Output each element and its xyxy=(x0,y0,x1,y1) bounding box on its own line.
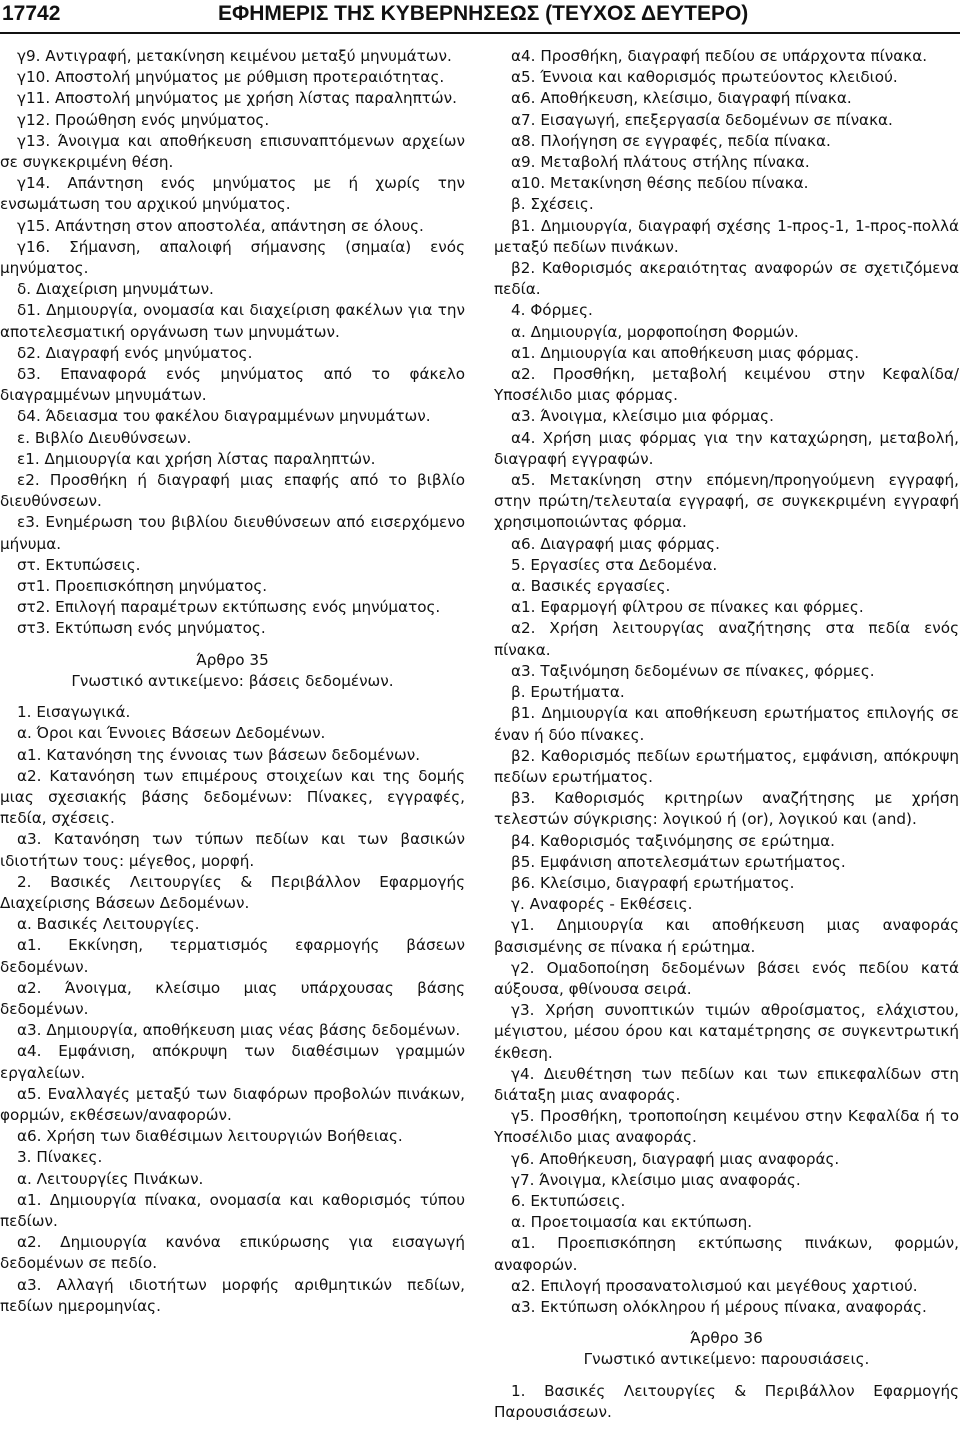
paragraph: β1. Δημιουργία και αποθήκευση ερωτήματος επιλογής σε έναν ή δύο πίνακες. xyxy=(494,704,959,744)
right-column xyxy=(494,46,959,1423)
paragraph: α2. Κατανόηση των επιμέρους στοιχείων και της δομής μιας σχεσιακής βάσης δεδομένων: Πίνακες, εγγραφές, πεδία, σχέσεις. xyxy=(0,766,465,828)
paragraph: γ3. Χρήση συνοπτικών τιμών αθροίσματος, ελάχιστου, μέγιστου, μέσου όρου και καταμέτρησης σε συγκεντρωτική έκθεση. xyxy=(494,1001,959,1062)
paragraph: δ4. Άδειασμα του φακέλου διαγραμμένων μηνυμάτων. xyxy=(17,407,431,426)
paragraph: α6. Διαγραφή μιας φόρμας. xyxy=(511,534,720,553)
paragraph: β. Σχέσεις. xyxy=(511,195,594,214)
paragraph: α3. Αλλαγή ιδιοτήτων μορφής αριθμητικών πεδίων, πεδίων ημερομηνίας. xyxy=(0,1275,465,1315)
gazette-title: ΕΦΗΜΕΡΙΣ ΤΗΣ ΚΥΒΕΡΝΗΣΕΩΣ (ΤΕΥΧΟΣ ΔΕΥΤΕΡΟ) xyxy=(218,2,749,25)
paragraph: δ1. Δημιουργία, ονομασία και διαχείριση φακέλων για την αποτελεσματική οργάνωση των μηνυμάτων. xyxy=(0,301,465,341)
paragraph: ε. Βιβλίο Διευθύνσεων. xyxy=(17,428,192,447)
header-rule xyxy=(0,32,960,34)
left-column-list xyxy=(0,46,465,640)
paragraph: στ. Εκτυπώσεις. xyxy=(17,555,141,574)
paragraph: γ. Αναφορές - Εκθέσεις. xyxy=(511,895,693,914)
paragraph: δ2. Διαγραφή ενός μηνύματος. xyxy=(17,343,253,362)
article-35-heading: Άρθρο 35 xyxy=(196,650,269,669)
paragraph: α8. Πλοήγηση σε εγγραφές, πεδία πίνακα. xyxy=(511,131,831,150)
paragraph: γ16. Σήμανση, απαλοιφή σήμανσης (σημαία) ενός μηνύματος. xyxy=(0,237,465,278)
paragraph: ε2. Προσθήκη ή διαγραφή μιας επαφής από το βιβλίο διευθύνσεων. xyxy=(0,471,465,511)
paragraph: 3. Πίνακες. xyxy=(17,1148,103,1167)
paragraph: α7. Εισαγωγή, επεξεργασία δεδομένων σε πίνακα. xyxy=(511,110,893,129)
paragraph: α. Όροι και Έννοιες Βάσεων Δεδομένων. xyxy=(17,724,326,743)
paragraph: 4. Φόρμες. xyxy=(511,301,593,320)
paragraph: δ3. Επαναφορά ενός μηνύματος από το φάκελο διαγραμμένων μηνυμάτων. xyxy=(0,365,465,405)
left-column xyxy=(0,46,465,1317)
paragraph: γ11. Αποστολή μηνύματος με χρήση λίστας παραληπτών. xyxy=(17,89,457,108)
paragraph: α1. Κατανόηση της έννοιας των βάσεων δεδομένων. xyxy=(17,745,421,764)
paragraph: α2. Χρήση λειτουργίας αναζήτησης στα πεδία ενός πίνακα. xyxy=(494,619,959,659)
paragraph: β2. Καθορισμός πεδίων ερωτήματος, εμφάνιση, απόκρυψη πεδίων ερωτήματος. xyxy=(494,746,959,786)
paragraph: α2. Επιλογή προσανατολισμού και μεγέθους χαρτιού. xyxy=(511,1276,918,1295)
right-column-list-after xyxy=(494,1381,959,1423)
paragraph: γ2. Ομαδοποίηση δεδομένων βάσει ενός πεδίου κατά αύξουσα, φθίνουσα σειρά. xyxy=(494,958,959,998)
paragraph: α6. Αποθήκευση, κλείσιμο, διαγραφή πίνακα. xyxy=(511,89,852,108)
paragraph: α3. Άνοιγμα, κλείσιμο μια φόρμας. xyxy=(511,407,774,426)
paragraph: 1. Βασικές Λειτουργίες & Περιβάλλον Εφαρμογής Παρουσιάσεων. xyxy=(494,1381,959,1421)
paragraph: ε1. Δημιουργία και χρήση λίστας παραληπτών. xyxy=(17,449,376,468)
paragraph: α3. Εκτύπωση ολόκληρου ή μέρους πίνακα, αναφοράς. xyxy=(511,1297,927,1316)
paragraph: 5. Εργασίες στα Δεδομένα. xyxy=(511,555,718,574)
paragraph: α3. Ταξινόμηση δεδομένων σε πίνακες, φόρμες. xyxy=(511,661,875,680)
paragraph: δ. Διαχείριση μηνυμάτων. xyxy=(17,280,214,299)
paragraph: β4. Καθορισμός ταξινόμησης σε ερώτημα. xyxy=(511,831,835,850)
paragraph: β3. Καθορισμός κριτηρίων αναζήτησης με χρήση τελεστών σύγκρισης: λογικού ή (or), λογικού και (and). xyxy=(494,789,959,829)
right-column-list xyxy=(494,46,959,1318)
paragraph: γ6. Αποθήκευση, διαγραφή μιας αναφοράς. xyxy=(511,1149,840,1168)
paragraph: α1. Δημιουργία πίνακα, ονομασία και καθορισμός τύπου πεδίων. xyxy=(0,1190,465,1230)
paragraph: 1. Εισαγωγικά. xyxy=(17,703,131,722)
paragraph: γ4. Διευθέτηση των πεδίων και των επικεφαλίδων στη διάταξη μιας αναφοράς. xyxy=(494,1064,959,1104)
paragraph: β. Ερωτήματα. xyxy=(511,683,625,702)
paragraph: α. Βασικές εργασίες. xyxy=(511,577,671,596)
paragraph: β6. Κλείσιμο, διαγραφή ερωτήματος. xyxy=(511,873,795,892)
paragraph: γ5. Προσθήκη, τροποποίηση κειμένου στην Κεφαλίδα ή το Υποσέλιδο μιας αναφοράς. xyxy=(494,1107,959,1147)
article-36-subheading: Γνωστικό αντικείμενο: παρουσιάσεις. xyxy=(583,1350,870,1369)
paragraph: α2. Άνοιγμα, κλείσιμο μιας υπάρχουσας βάσης δεδομένων. xyxy=(0,978,465,1018)
paragraph: α1. Εκκίνηση, τερματισμός εφαρμογής βάσεων δεδομένων. xyxy=(0,936,465,976)
paragraph: α9. Μεταβολή πλάτους στήλης πίνακα. xyxy=(511,153,810,172)
paragraph: α. Προετοιμασία και εκτύπωση. xyxy=(511,1213,753,1232)
paragraph: α3. Δημιουργία, αποθήκευση μιας νέας βάσης δεδομένων. xyxy=(17,1021,461,1040)
paragraph: β1. Δημιουργία, διαγραφή σχέσης 1-προς-1, 1-προς-πολλά μεταξύ πεδίων πινάκων. xyxy=(494,216,959,256)
paragraph: γ9. Αντιγραφή, μετακίνηση κειμένου μεταξύ μηνυμάτων. xyxy=(17,47,452,65)
paragraph: γ1. Δημιουργία και αποθήκευση μιας αναφοράς βασισμένης σε πίνακα ή ερώτημα. xyxy=(494,916,959,956)
paragraph: α10. Μετακίνηση θέσης πεδίου πίνακα. xyxy=(511,174,809,193)
paragraph: γ10. Αποστολή μηνύματος με ρύθμιση προτεραιότητας. xyxy=(17,68,445,87)
paragraph: β2. Καθορισμός ακεραιότητας αναφορών σε σχετιζόμενα πεδία. xyxy=(494,259,959,299)
paragraph: α2. Προσθήκη, μεταβολή κειμένου στην Κεφαλίδα/Υποσέλιδο μιας φόρμας. xyxy=(494,365,959,405)
paragraph: 6. Εκτυπώσεις. xyxy=(511,1191,626,1210)
paragraph: ε3. Ενημέρωση του βιβλίου διευθύνσεων από εισερχόμενο μήνυμα. xyxy=(0,513,465,553)
paragraph: α5. Μετακίνηση στην επόμενη/προηγούμενη εγγραφή, στην πρώτη/τελευταία εγγραφή, σε συγκεκριμένη εγγραφή χρησιμοποιώντας φόρμα. xyxy=(494,471,959,532)
paragraph: α1. Προεπισκόπηση εκτύπωσης πινάκων, φορμών, αναφορών. xyxy=(494,1234,959,1274)
paragraph: στ1. Προεπισκόπηση μηνύματος. xyxy=(17,577,268,596)
paragraph: α6. Χρήση των διαθέσιμων λειτουργιών Βοήθειας. xyxy=(17,1127,403,1146)
paragraph: α1. Εφαρμογή φίλτρου σε πίνακες και φόρμες. xyxy=(511,598,864,617)
left-column-list-after xyxy=(0,702,465,1317)
paragraph: α3. Κατανόηση των τύπων πεδίων και των βασικών ιδιοτήτων τους: μέγεθος, μορφή. xyxy=(0,830,465,870)
page-number: 17742 xyxy=(2,2,61,25)
paragraph: στ2. Επιλογή παραμέτρων εκτύπωσης ενός μηνύματος. xyxy=(17,598,441,617)
paragraph: α1. Δημιουργία και αποθήκευση μιας φόρμας. xyxy=(511,343,860,362)
paragraph: α2. Δημιουργία κανόνα επικύρωσης για εισαγωγή δεδομένων σε πεδίο. xyxy=(0,1233,465,1273)
paragraph: α4. Εμφάνιση, απόκρυψη των διαθέσιμων γραμμών εργαλείων. xyxy=(0,1042,465,1082)
paragraph: α. Βασικές Λειτουργίες. xyxy=(17,915,200,934)
paragraph: α. Λειτουργίες Πινάκων. xyxy=(17,1169,204,1188)
article-35-subheading: Γνωστικό αντικείμενο: βάσεις δεδομένων. xyxy=(71,671,394,690)
paragraph: γ14. Απάντηση ενός μηνύματος με ή χωρίς την ενσωμάτωση του αρχικού μηνύματος. xyxy=(0,174,465,214)
paragraph: α4. Προσθήκη, διαγραφή πεδίου σε υπάρχοντα πίνακα. xyxy=(511,47,928,65)
paragraph: α5. Έννοια και καθορισμός πρωτεύοντος κλειδιού. xyxy=(511,68,898,87)
paragraph: α5. Εναλλαγές μεταξύ των διαφόρων προβολών πινάκων, φορμών, εκθέσεων/αναφορών. xyxy=(0,1084,465,1124)
paragraph: 2. Βασικές Λειτουργίες & Περιβάλλον Εφαρμογής Διαχείρισης Βάσεων Δεδομένων. xyxy=(0,872,465,912)
paragraph: γ13. Άνοιγμα και αποθήκευση επισυναπτόμενων αρχείων σε συγκεκριμένη θέση. xyxy=(0,131,465,172)
article-36-heading: Άρθρο 36 xyxy=(690,1329,763,1348)
paragraph: γ7. Άνοιγμα, κλείσιμο μιας αναφοράς. xyxy=(511,1170,801,1189)
paragraph: α4. Χρήση μιας φόρμας για την καταχώρηση, μεταβολή, διαγραφή εγγραφών. xyxy=(494,428,959,468)
paragraph: α. Δημιουργία, μορφοποίηση Φορμών. xyxy=(511,322,799,341)
page-header xyxy=(0,0,960,34)
paragraph: γ12. Προώθηση ενός μηνύματος. xyxy=(17,110,270,129)
paragraph: στ3. Εκτύπωση ενός μηνύματος. xyxy=(17,619,266,638)
paragraph: γ15. Απάντηση στον αποστολέα, απάντηση σε όλους. xyxy=(17,216,424,235)
paragraph: β5. Εμφάνιση αποτελεσμάτων ερωτήματος. xyxy=(511,852,846,871)
